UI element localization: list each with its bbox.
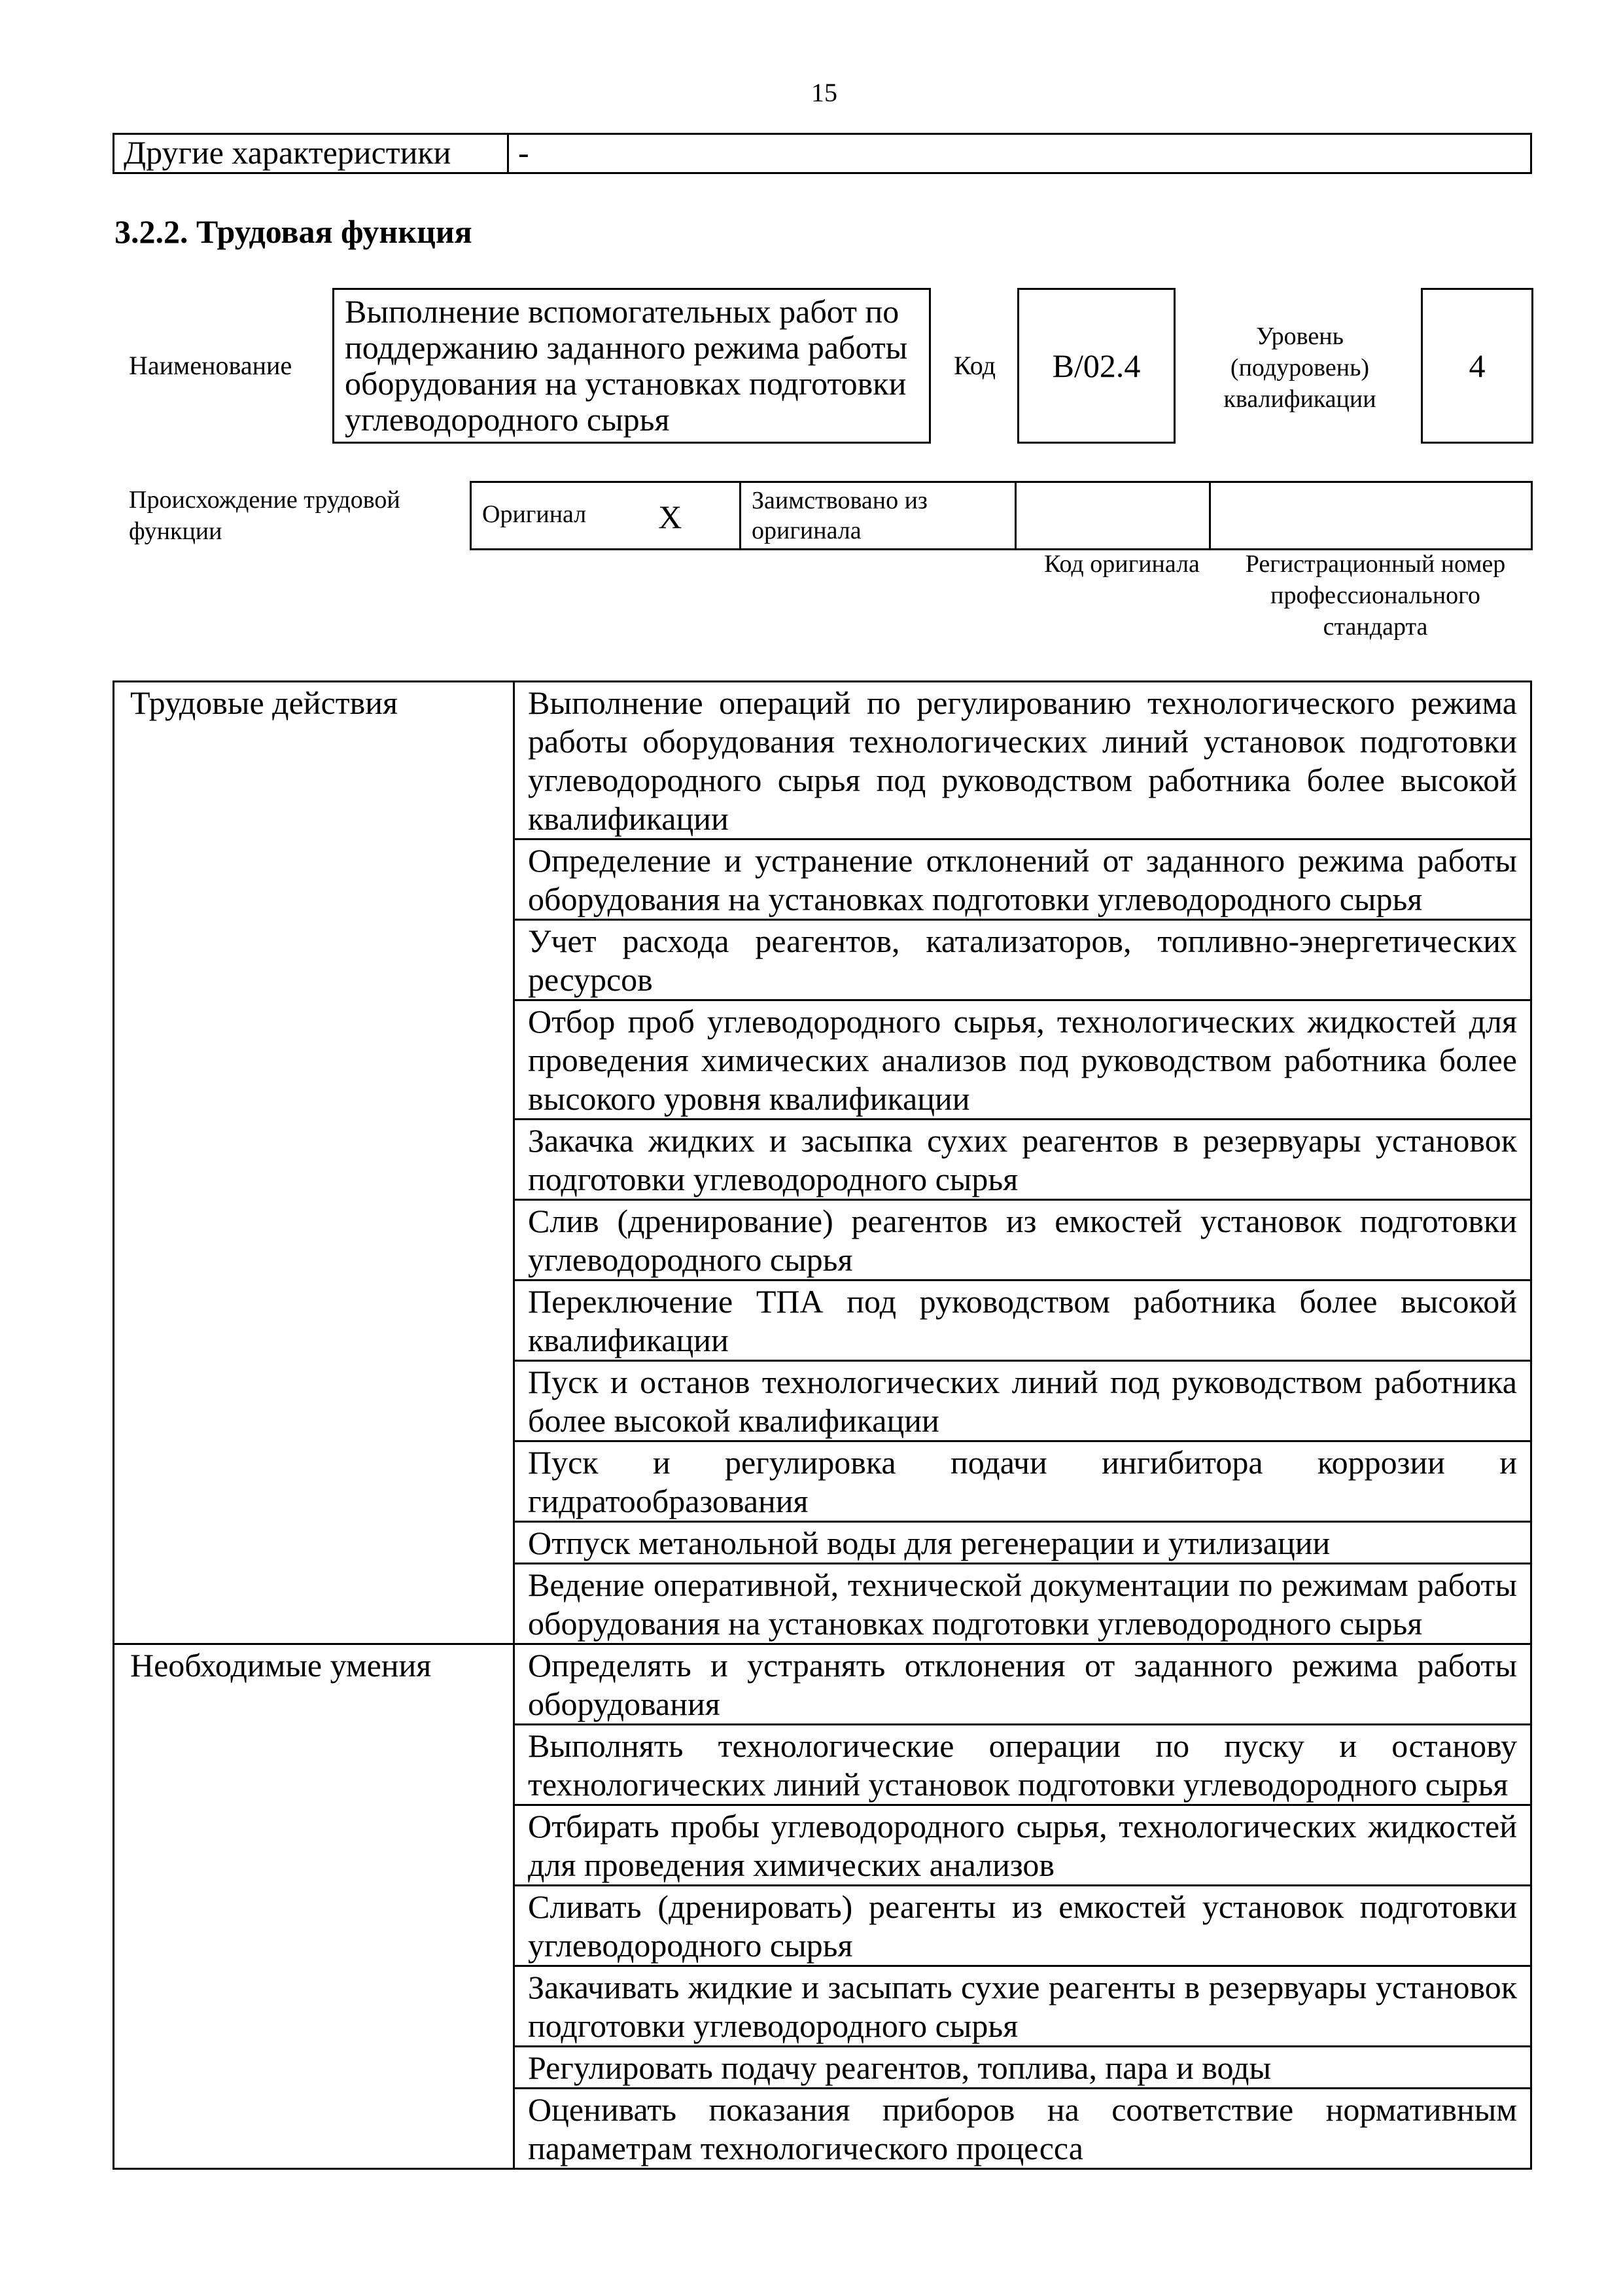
labor-action-item: Пуск и останов технологических линий под руководством работника более высокой квалификации (514, 1361, 1531, 1441)
labor-action-item: Пуск и регулировка подачи ингибитора коррозии и гидратообразования (514, 1441, 1531, 1522)
other-characteristics-row (114, 134, 1531, 173)
skill-item: Определять и устранять отклонения от заданного режима работы оборудования (514, 1644, 1531, 1725)
page-number: 15 (811, 78, 837, 107)
qualification-level-label: Уровень (подуровень) квалификации (1223, 323, 1376, 413)
labor-action-item: Ведение оперативной, технической документации по режимам работы оборудования на установках подготовки углеводородного сырья (514, 1564, 1531, 1644)
other-characteristics-value: - (508, 134, 1531, 173)
origin-regnum-caption: Регистрационный номер профессионального стандарта (1245, 550, 1506, 641)
origin-row (471, 482, 1532, 550)
labor-function-table (113, 680, 1532, 2170)
origin-label: Происхождение трудовой функции (129, 486, 400, 545)
skill-item: Оценивать показания приборов на соответствие нормативным параметрам технологического процесса (514, 2089, 1531, 2169)
labor-action-item: Отбор проб углеводородного сырья, технологических жидкостей для проведения химических анализов под руководством работника более высокого уровня квалификации (514, 1000, 1531, 1120)
labor-action-item: Переключение ТПА под руководством работника более высокой квалификации (514, 1280, 1531, 1361)
skill-item: Регулировать подачу реагентов, топлива, пара и воды (514, 2047, 1531, 2089)
labor-action-item: Определение и устранение отклонений от заданного режима работы оборудования на установках подготовки углеводородного сырья (514, 839, 1531, 920)
other-characteristics-table (113, 133, 1532, 174)
origin-regnum-cell (1210, 482, 1532, 550)
qualification-level-value: 4 (1421, 288, 1533, 444)
labor-action-item: Выполнение операций по регулированию технологического режима работы оборудования технологических линий установок подготовки углеводородного сырья под руководством работника более высокой квалификации (514, 682, 1531, 839)
labor-action-item: Учет расхода реагентов, катализаторов, топливно-энергетических ресурсов (514, 920, 1531, 1000)
labor-action-item: Отпуск метанольной воды для регенерации и утилизации (514, 1522, 1531, 1564)
function-name-label: Наименование (129, 351, 292, 380)
origin-original-label: Оригинал (482, 501, 587, 529)
skill-item: Выполнять технологические операции по пуску и останову технологических линий установок подготовки углеводородного сырья (514, 1725, 1531, 1805)
section-heading: 3.2.2. Трудовая функция (114, 213, 472, 250)
origin-table (470, 481, 1533, 550)
origin-original-cell (471, 482, 741, 550)
function-code-label: Код (954, 351, 996, 380)
labor-action-item: Закачка жидких и засыпка сухих реагентов в резервуары установок подготовки углеводородного сырья (514, 1120, 1531, 1200)
origin-code-caption: Код оригинала (1044, 550, 1200, 578)
skill-item: Сливать (дренировать) реагенты из емкостей установок подготовки углеводородного сырья (514, 1886, 1531, 1966)
origin-original-mark: X (658, 498, 682, 535)
skill-item: Отбирать пробы углеводородного сырья, технологических жидкостей для проведения химических анализов (514, 1805, 1531, 1886)
labor-actions-label: Трудовые действия (114, 682, 514, 1644)
function-name-value: Выполнение вспомогательных работ по поддержанию заданного режима работы оборудования на установках подготовки углеводородного сырья (332, 288, 931, 444)
function-code-value: В/02.4 (1017, 288, 1176, 444)
labor-action-item: Слив (дренирование) реагентов из емкостей установок подготовки углеводородного сырья (514, 1200, 1531, 1280)
origin-borrowed-label: Заимствовано из оригинала (741, 482, 1016, 550)
required-skills-label: Необходимые умения (114, 1644, 514, 2169)
skill-item: Закачивать жидкие и засыпать сухие реагенты в резервуары установок подготовки углеводородного сырья (514, 1966, 1531, 2047)
origin-code-cell (1016, 482, 1210, 550)
table-row (114, 682, 1531, 839)
other-characteristics-label: Другие характеристики (114, 134, 508, 173)
table-row (114, 1644, 1531, 1725)
